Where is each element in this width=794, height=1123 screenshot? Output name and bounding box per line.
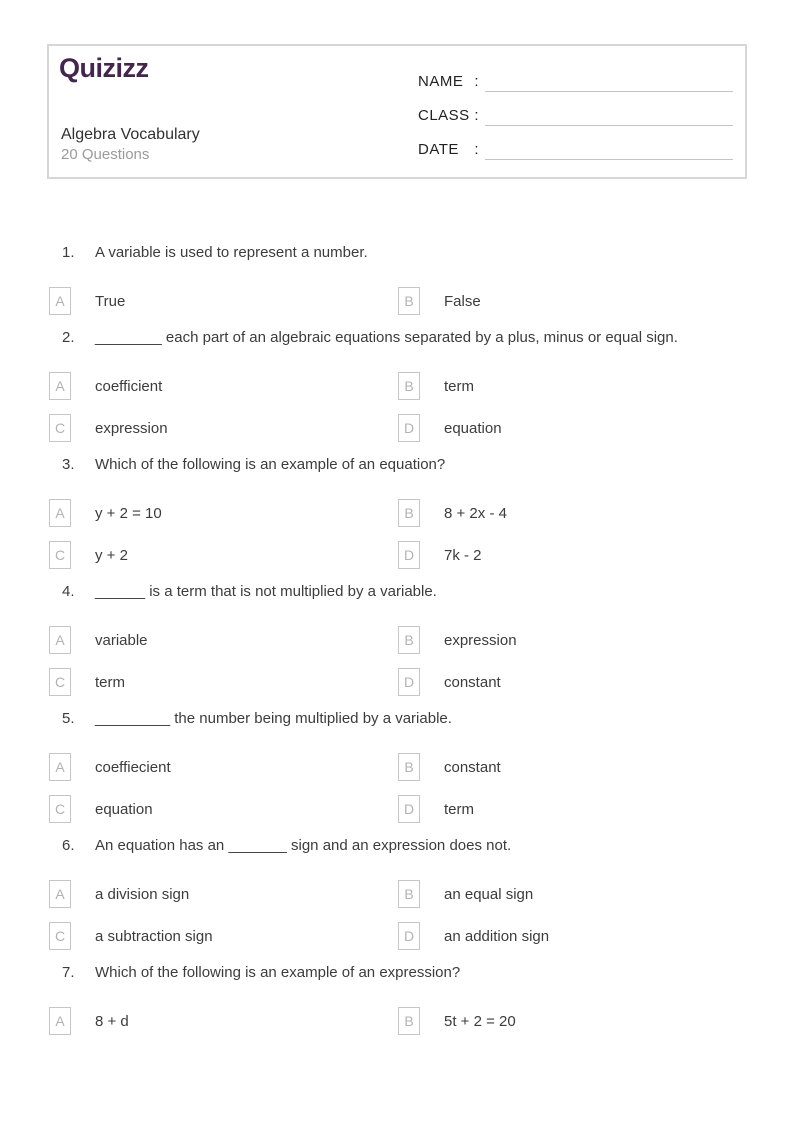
option-row xyxy=(0,287,794,315)
question-line xyxy=(62,244,754,262)
answer-option xyxy=(49,541,398,569)
option-letter: A xyxy=(55,293,65,309)
option-label: term xyxy=(444,800,474,818)
option-letter: D xyxy=(403,420,415,436)
answer-option xyxy=(49,880,398,908)
option-row xyxy=(0,541,794,569)
option-letter: C xyxy=(54,801,66,817)
option-label: equation xyxy=(444,419,502,437)
name-label-colon: : xyxy=(474,73,479,90)
option-label: a division sign xyxy=(95,885,190,903)
option-letter: C xyxy=(54,420,66,436)
option-label: constant xyxy=(444,758,501,776)
class-field-line[interactable] xyxy=(485,103,733,126)
option-letter-box[interactable] xyxy=(398,880,420,908)
option-row xyxy=(0,880,794,908)
answer-option xyxy=(398,287,481,315)
answer-option xyxy=(398,795,474,823)
question-line xyxy=(62,710,754,728)
answer-option xyxy=(49,287,398,315)
option-label: constant xyxy=(444,673,501,691)
date-field-label xyxy=(418,141,479,160)
question-block xyxy=(0,456,794,569)
answer-option xyxy=(398,753,501,781)
question-line xyxy=(62,837,754,855)
option-label: y + 2 xyxy=(95,546,128,564)
option-letter: D xyxy=(403,801,415,817)
option-letter-box[interactable] xyxy=(398,541,420,569)
answer-option xyxy=(49,1007,398,1035)
question-text: Which of the following is an example of an equation? xyxy=(95,456,446,473)
question-text: A variable is used to represent a number. xyxy=(95,244,368,261)
questions-list xyxy=(0,244,794,1049)
option-letter: B xyxy=(404,378,414,394)
question-number: 3. xyxy=(62,456,75,473)
option-label: a subtraction sign xyxy=(95,927,213,945)
option-letter-box[interactable] xyxy=(398,668,420,696)
option-label: expression xyxy=(444,631,517,649)
option-letter-box[interactable] xyxy=(398,287,420,315)
question-block xyxy=(0,837,794,950)
question-text: Which of the following is an example of an expression? xyxy=(95,964,461,981)
question-block xyxy=(0,964,794,1035)
answer-option xyxy=(398,541,482,569)
option-letter: C xyxy=(54,928,66,944)
option-letter-box[interactable] xyxy=(49,499,71,527)
question-text: An equation has an _______ sign and an expression does not. xyxy=(95,837,512,854)
option-letter-box[interactable] xyxy=(49,372,71,400)
name-field-label xyxy=(418,73,479,92)
answer-option xyxy=(49,753,398,781)
option-letter: A xyxy=(55,505,65,521)
question-number: 2. xyxy=(62,329,75,346)
option-row xyxy=(0,668,794,696)
option-label: y + 2 = 10 xyxy=(95,504,162,522)
option-letter-box[interactable] xyxy=(398,414,420,442)
option-row xyxy=(0,414,794,442)
answer-option xyxy=(398,668,501,696)
worksheet-title: Algebra Vocabulary xyxy=(61,126,200,143)
option-letter: C xyxy=(54,674,66,690)
option-letter-box[interactable] xyxy=(49,1007,71,1035)
option-letter-box[interactable] xyxy=(398,753,420,781)
option-letter-box[interactable] xyxy=(49,795,71,823)
option-row xyxy=(0,1007,794,1035)
option-label: variable xyxy=(95,631,148,649)
option-label: coeffiecient xyxy=(95,758,171,776)
question-block xyxy=(0,244,794,315)
option-label: an addition sign xyxy=(444,927,550,945)
question-number: 1. xyxy=(62,244,75,261)
option-letter: A xyxy=(55,759,65,775)
option-letter-box[interactable] xyxy=(398,372,420,400)
option-row xyxy=(0,626,794,654)
question-text: _________ the number being multiplied by a variable. xyxy=(95,710,452,727)
answer-option xyxy=(49,668,398,696)
option-letter-box[interactable] xyxy=(49,626,71,654)
option-letter-box[interactable] xyxy=(398,922,420,950)
answer-option xyxy=(49,499,398,527)
option-letter: A xyxy=(55,632,65,648)
option-letter: B xyxy=(404,505,414,521)
option-letter: D xyxy=(403,674,415,690)
question-number: 6. xyxy=(62,837,75,854)
option-label: equation xyxy=(95,800,153,818)
question-count: 20 Questions xyxy=(61,146,150,163)
header-card xyxy=(47,44,747,179)
question-text: ________ each part of an algebraic equations separated by a plus, minus or equal sign. xyxy=(95,329,678,346)
option-label: coefficient xyxy=(95,377,163,395)
date-label-text: DATE xyxy=(418,141,459,158)
option-letter-box[interactable] xyxy=(398,499,420,527)
option-letter: B xyxy=(404,886,414,902)
answer-option xyxy=(49,626,398,654)
option-label: True xyxy=(95,292,126,310)
answer-option xyxy=(398,414,502,442)
option-letter-box[interactable] xyxy=(398,795,420,823)
option-row xyxy=(0,372,794,400)
option-letter-box[interactable] xyxy=(398,1007,420,1035)
name-label-text: NAME xyxy=(418,73,464,90)
option-label: 5t + 2 = 20 xyxy=(444,1012,516,1030)
answer-option xyxy=(398,626,517,654)
question-text: ______ is a term that is not multiplied by a variable. xyxy=(95,583,437,600)
option-letter: D xyxy=(403,928,415,944)
option-letter: B xyxy=(404,632,414,648)
option-label: 7k - 2 xyxy=(444,546,482,564)
option-letter-box[interactable] xyxy=(49,922,71,950)
answer-option xyxy=(398,922,549,950)
name-field-row xyxy=(418,68,733,92)
option-letter: A xyxy=(55,1013,65,1029)
option-letter-box[interactable] xyxy=(49,414,71,442)
class-field-label xyxy=(418,107,479,126)
class-label-colon: : xyxy=(474,107,479,124)
option-letter: C xyxy=(54,547,66,563)
answer-option xyxy=(49,372,398,400)
class-label-text: CLASS xyxy=(418,107,470,124)
option-letter: D xyxy=(403,547,415,563)
question-block xyxy=(0,583,794,696)
question-line xyxy=(62,964,754,982)
option-label: 8 + d xyxy=(95,1012,129,1030)
option-letter-box[interactable] xyxy=(398,626,420,654)
option-label: an equal sign xyxy=(444,885,534,903)
option-letter: B xyxy=(404,759,414,775)
answer-option xyxy=(398,880,533,908)
answer-option xyxy=(49,922,398,950)
option-row xyxy=(0,922,794,950)
date-field-line[interactable] xyxy=(485,137,733,160)
quizizz-logo: Quizizz xyxy=(59,53,149,83)
option-letter: A xyxy=(55,886,65,902)
answer-option xyxy=(49,795,398,823)
option-label: 8 + 2x - 4 xyxy=(444,504,507,522)
question-line xyxy=(62,329,754,347)
option-label: False xyxy=(444,292,481,310)
option-letter-box[interactable] xyxy=(49,287,71,315)
name-field-line[interactable] xyxy=(485,69,733,92)
option-letter-box[interactable] xyxy=(49,541,71,569)
question-block xyxy=(0,329,794,442)
answer-option xyxy=(398,499,507,527)
option-label: term xyxy=(444,377,474,395)
option-letter: B xyxy=(404,1013,414,1029)
question-block xyxy=(0,710,794,823)
option-letter: A xyxy=(55,378,65,394)
answer-option xyxy=(49,414,398,442)
answer-option xyxy=(398,1007,516,1035)
question-line xyxy=(62,456,754,474)
question-number: 4. xyxy=(62,583,75,600)
date-label-colon: : xyxy=(474,141,479,158)
date-field-row xyxy=(418,136,733,160)
option-row xyxy=(0,753,794,781)
option-letter-box[interactable] xyxy=(49,753,71,781)
answer-option xyxy=(398,372,474,400)
option-label: expression xyxy=(95,419,168,437)
question-number: 7. xyxy=(62,964,75,981)
class-field-row xyxy=(418,102,733,126)
option-letter: B xyxy=(404,293,414,309)
option-row xyxy=(0,499,794,527)
question-number: 5. xyxy=(62,710,75,727)
question-line xyxy=(62,583,754,601)
option-letter-box[interactable] xyxy=(49,880,71,908)
option-row xyxy=(0,795,794,823)
option-label: term xyxy=(95,673,125,691)
option-letter-box[interactable] xyxy=(49,668,71,696)
